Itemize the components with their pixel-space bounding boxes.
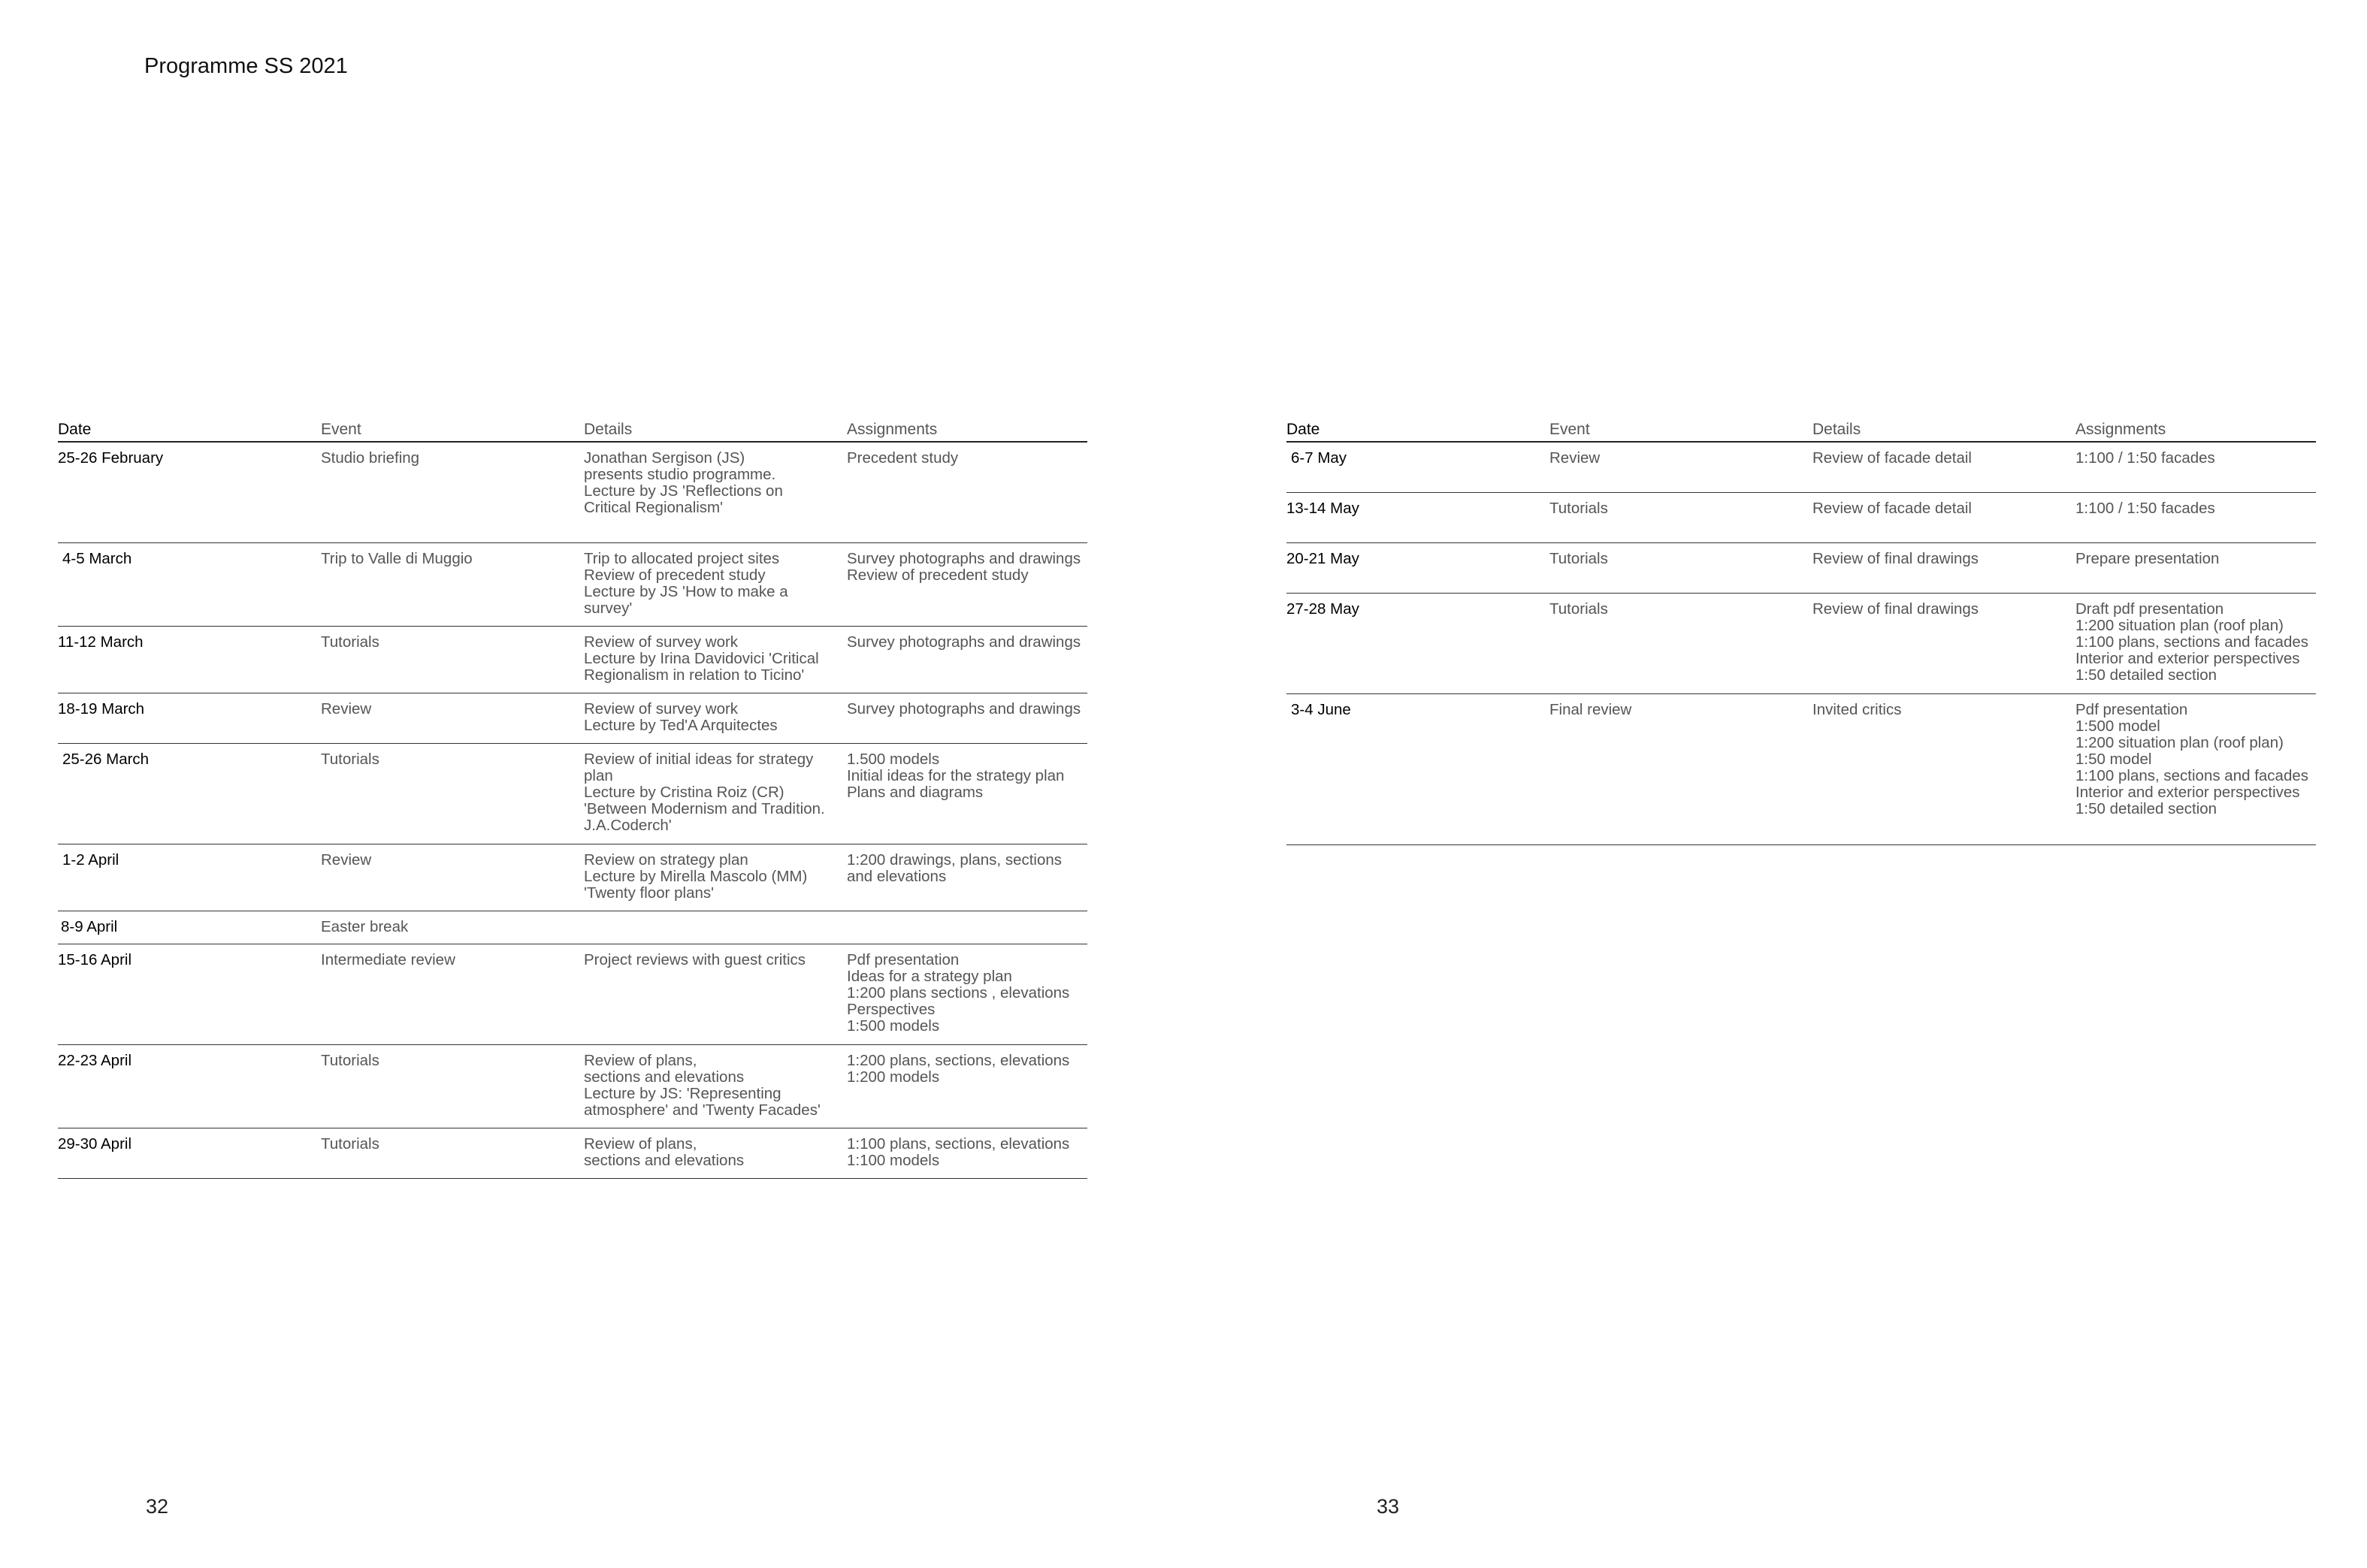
table-row: [58, 911, 1087, 944]
row-details: Trip to allocated project sites Review of precedent study Lecture by JS 'How to make a survey': [584, 550, 788, 617]
page-title: Programme SS 2021: [144, 54, 348, 78]
row-event: Intermediate review: [321, 951, 455, 968]
page-number-left: 32: [146, 1495, 169, 1518]
table-header: [1286, 417, 2316, 443]
row-date: 25-26 February: [58, 449, 164, 467]
row-details: Jonathan Sergison (JS) presents studio programme. Lecture by JS 'Reflections on Critical Regionalism': [584, 449, 783, 516]
row-details: [584, 911, 847, 944]
row-assignments: Precedent study: [847, 449, 959, 467]
row-assignments: 1:200 drawings, plans, sections and elevations: [847, 851, 1063, 885]
row-details: Review of initial ideas for strategy plan Lecture by Cristina Roiz (CR) 'Between Modernism and Tradition. J.A.Coderch': [584, 751, 825, 834]
table-row: [1286, 493, 2316, 543]
row-event: Tutorials: [321, 633, 379, 651]
header-date: Date: [58, 421, 92, 438]
row-details: Review on strategy plan Lecture by Mirella Mascolo (MM) 'Twenty floor plans': [584, 851, 808, 902]
table-row: [1286, 443, 2316, 493]
row-event: Studio briefing: [321, 449, 420, 467]
row-date: 6-7 May: [1291, 449, 1347, 467]
row-event: Trip to Valle di Muggio: [321, 550, 473, 567]
row-assignments: Draft pdf presentation 1:200 situation plan (roof plan) 1:100 plans, sections and facades Interior and exterior perspectives 1:50 detailed section: [2075, 600, 2308, 684]
row-assignments: 1.500 models Initial ideas for the strategy plan Plans and diagrams: [847, 751, 1065, 801]
table-row: [1286, 594, 2316, 694]
row-details: Review of facade detail: [1812, 449, 1972, 467]
row-details: Review of survey work Lecture by Ted'A Arquitectes: [584, 700, 778, 734]
schedule-table-right: [1286, 417, 2316, 845]
row-assignments: Survey photographs and drawings Review of precedent study: [847, 550, 1081, 584]
row-date: 27-28 May: [1286, 600, 1359, 618]
row-date: 11-12 March: [58, 633, 144, 651]
row-assignments: Pdf presentation 1:500 model 1:200 situation plan (roof plan) 1:50 model 1:100 plans, sections and facades Interior and exterior perspectives 1:50 detailed section: [2075, 701, 2308, 817]
row-date: 15-16 April: [58, 951, 132, 968]
header-event: Event: [321, 421, 361, 438]
row-date: 22-23 April: [58, 1052, 132, 1069]
table-row: [1286, 543, 2316, 594]
schedule-table-left: [58, 417, 1087, 1179]
table-row: [58, 693, 1087, 744]
row-event: Tutorials: [321, 1052, 379, 1069]
header-assignments: Assignments: [2075, 421, 2166, 438]
row-date: 1-2 April: [62, 851, 119, 869]
row-assignments: 1:100 / 1:50 facades: [2075, 500, 2215, 517]
table-row: [58, 627, 1087, 693]
table-row: [58, 744, 1087, 844]
row-event: Tutorials: [1549, 550, 1608, 567]
page-number-right: 33: [1377, 1495, 1400, 1518]
row-details: Review of final drawings: [1812, 600, 1979, 618]
row-assignments: Survey photographs and drawings: [847, 633, 1081, 651]
row-event: Review: [1549, 449, 1601, 467]
row-date: 20-21 May: [1286, 550, 1359, 567]
row-event: Tutorials: [1549, 600, 1608, 618]
row-event: Tutorials: [321, 1135, 379, 1153]
row-assignments: Survey photographs and drawings: [847, 700, 1081, 718]
row-date: 13-14 May: [1286, 500, 1359, 517]
row-event: Tutorials: [321, 751, 379, 768]
row-date: 3-4 June: [1291, 701, 1351, 718]
table-row: [58, 1128, 1087, 1179]
row-details: Review of plans, sections and elevations: [584, 1135, 745, 1169]
row-assignments: 1:200 plans, sections, elevations 1:200 models: [847, 1052, 1070, 1086]
row-assignments: 1:100 plans, sections, elevations 1:100 models: [847, 1135, 1070, 1169]
row-details: Review of plans, sections and elevations Lecture by JS: 'Representing atmosphere' and 'Twenty Facades': [584, 1052, 821, 1119]
row-date: 18-19 March: [58, 700, 145, 718]
row-date: 4-5 March: [62, 550, 132, 567]
header-date: Date: [1286, 421, 1320, 438]
header-details: Details: [1812, 421, 1861, 438]
row-date: 8-9 April: [61, 918, 118, 935]
row-assignments: [847, 911, 1087, 944]
row-details: Review of facade detail: [1812, 500, 1972, 517]
header-event: Event: [1549, 421, 1590, 438]
header-assignments: Assignments: [847, 421, 938, 438]
row-event: Review: [321, 700, 372, 718]
row-assignments: 1:100 / 1:50 facades: [2075, 449, 2215, 467]
table-row: [58, 1045, 1087, 1128]
row-event: Easter break: [321, 918, 409, 935]
table-row: [58, 944, 1087, 1045]
row-event: Final review: [1549, 701, 1632, 718]
header-details: Details: [584, 421, 633, 438]
row-event: Review: [321, 851, 372, 869]
table-row: [58, 844, 1087, 911]
row-details: Invited critics: [1812, 701, 1902, 718]
row-date: 29-30 April: [58, 1135, 132, 1153]
row-date: 25-26 March: [62, 751, 150, 768]
table-row: [58, 543, 1087, 627]
table-row: [1286, 694, 2316, 845]
table-header: [58, 417, 1087, 443]
row-assignments: Pdf presentation Ideas for a strategy plan 1:200 plans sections , elevations Perspectives 1:500 models: [847, 951, 1070, 1035]
row-event: Tutorials: [1549, 500, 1608, 517]
row-details: Project reviews with guest critics: [584, 951, 806, 968]
row-details: Review of survey work Lecture by Irina Davidovici 'Critical Regionalism in relation to Ticino': [584, 633, 819, 684]
row-assignments: Prepare presentation: [2075, 550, 2220, 567]
table-row: [58, 443, 1087, 543]
row-details: Review of final drawings: [1812, 550, 1979, 567]
